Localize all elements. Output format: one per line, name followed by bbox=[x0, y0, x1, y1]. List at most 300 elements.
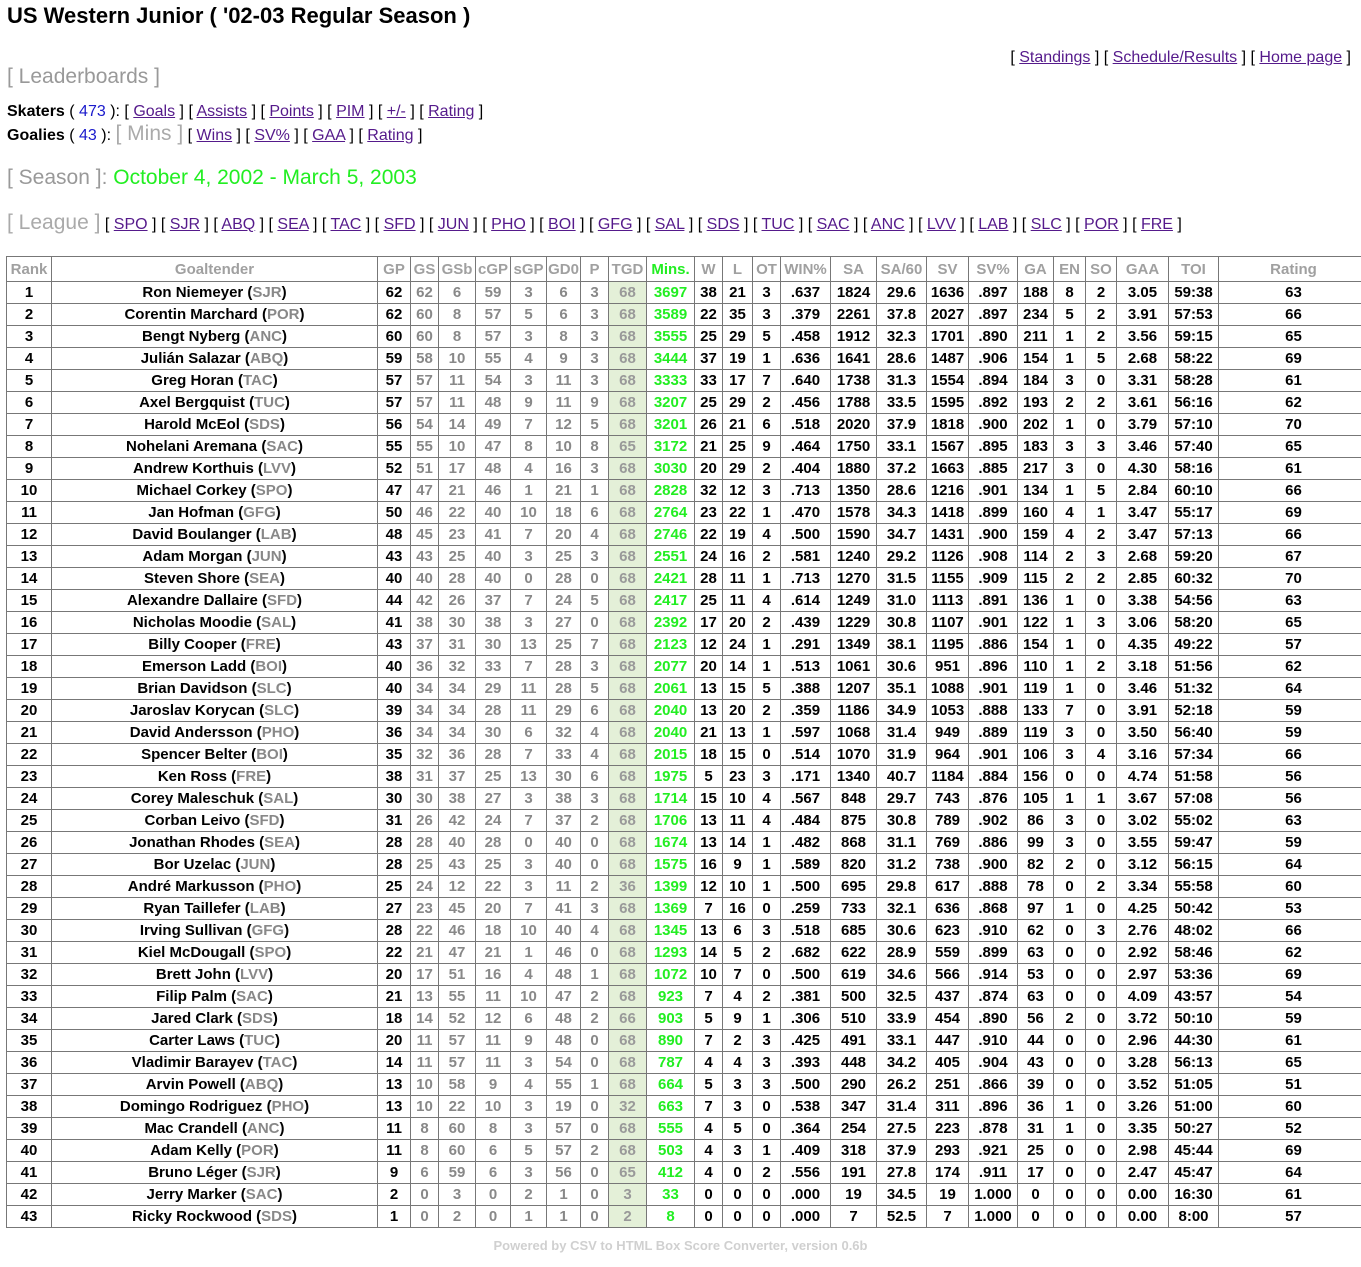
skaters-rating-link[interactable]: Rating bbox=[428, 103, 475, 120]
stat-cell: 28 bbox=[7, 876, 52, 898]
stat-cell: 65 bbox=[609, 436, 647, 458]
goaltender-team: LAB bbox=[260, 526, 292, 543]
stat-cell: 40 bbox=[547, 920, 581, 942]
stat-cell: .886 bbox=[969, 634, 1018, 656]
stat-cell: 22 bbox=[695, 524, 723, 546]
stat-cell: 14 bbox=[378, 1052, 411, 1074]
stat-cell: 7 bbox=[753, 370, 781, 392]
stat-cell: 1 bbox=[511, 480, 547, 502]
goaltender-cell: David Andersson (PHO) bbox=[52, 722, 378, 744]
goaltender-cell: Nohelani Aremana (SAC) bbox=[52, 436, 378, 458]
stat-cell: .910 bbox=[969, 920, 1018, 942]
skaters-goals-link[interactable]: Goals bbox=[133, 103, 176, 120]
goalies-wins-link[interactable]: Wins bbox=[196, 127, 233, 144]
stat-cell: 35 bbox=[723, 304, 753, 326]
stat-cell: 3 bbox=[609, 1184, 647, 1206]
stat-cell: 3 bbox=[511, 546, 547, 568]
stat-cell: 18 bbox=[695, 744, 723, 766]
goaltender-cell: Ron Niemeyer (SJR) bbox=[52, 282, 378, 304]
stat-cell: 2 bbox=[1054, 546, 1086, 568]
stat-cell: 60 bbox=[411, 304, 439, 326]
stat-cell: 60 bbox=[378, 326, 411, 348]
stat-cell: 22 bbox=[7, 744, 52, 766]
stat-cell: 29 bbox=[723, 326, 753, 348]
goaltender-name: Harold McEol bbox=[144, 416, 240, 433]
stat-cell: 56:15 bbox=[1169, 854, 1219, 876]
stat-cell: 68 bbox=[609, 326, 647, 348]
stat-cell: .514 bbox=[781, 744, 831, 766]
stat-cell: 33.1 bbox=[877, 1030, 927, 1052]
stat-cell: 16 bbox=[7, 612, 52, 634]
stat-cell: 11 bbox=[476, 986, 511, 1008]
stat-cell: 2027 bbox=[927, 304, 969, 326]
stat-cell: 412 bbox=[647, 1162, 695, 1184]
stat-cell: 3 bbox=[1054, 832, 1086, 854]
goaltender-team: LVV bbox=[262, 460, 292, 477]
goalies-svpct-link[interactable]: SV% bbox=[254, 127, 290, 144]
league-team-link-sal[interactable]: SAL bbox=[654, 216, 685, 233]
stat-cell: 28.9 bbox=[877, 942, 927, 964]
stat-cell: 30.8 bbox=[877, 612, 927, 634]
stat-cell: .885 bbox=[969, 458, 1018, 480]
stat-cell: 1738 bbox=[831, 370, 877, 392]
goaltender-cell: Andrew Korthuis (LVV) bbox=[52, 458, 378, 480]
stat-cell: 34 bbox=[411, 678, 439, 700]
stat-cell: 3.47 bbox=[1117, 524, 1169, 546]
goaltender-team: GFG bbox=[243, 504, 276, 521]
skaters-points-link[interactable]: Points bbox=[269, 103, 314, 120]
stat-cell: 9 bbox=[723, 854, 753, 876]
stat-cell: 7 bbox=[511, 898, 547, 920]
stat-cell: 559 bbox=[927, 942, 969, 964]
stat-cell: .909 bbox=[969, 568, 1018, 590]
league-label: [ League ] bbox=[7, 211, 101, 234]
stat-cell: 35 bbox=[7, 1030, 52, 1052]
stat-cell: 3 bbox=[511, 1096, 547, 1118]
stat-cell: 191 bbox=[831, 1162, 877, 1184]
league-team-link-por[interactable]: POR bbox=[1084, 216, 1119, 233]
stat-cell: 33.5 bbox=[877, 392, 927, 414]
stat-cell: 50:42 bbox=[1169, 898, 1219, 920]
league-team-link-anc[interactable]: ANC bbox=[870, 216, 905, 233]
goaltender-name: Adam Kelly bbox=[150, 1142, 232, 1159]
stat-cell: 211 bbox=[1018, 326, 1054, 348]
stat-cell: 2 bbox=[753, 546, 781, 568]
stat-cell: 3444 bbox=[647, 348, 695, 370]
league-team-link-sfd[interactable]: SFD bbox=[383, 216, 416, 233]
stat-cell: 0 bbox=[1054, 1206, 1086, 1228]
stat-cell: 68 bbox=[609, 964, 647, 986]
stat-cell: 1184 bbox=[927, 766, 969, 788]
league-team-link-sea[interactable]: SEA bbox=[277, 216, 309, 233]
league-team-link-lab[interactable]: LAB bbox=[978, 216, 1009, 233]
stat-cell: 311 bbox=[927, 1096, 969, 1118]
stat-cell: 30 bbox=[547, 766, 581, 788]
stat-cell: 30 bbox=[439, 612, 476, 634]
stat-cell: .886 bbox=[969, 832, 1018, 854]
stat-cell: 61 bbox=[1219, 458, 1361, 480]
stat-cell: 0 bbox=[581, 832, 609, 854]
league-team-link-spo[interactable]: SPO bbox=[113, 216, 148, 233]
stat-cell: 10 bbox=[7, 480, 52, 502]
stat-cell: 0 bbox=[1086, 1074, 1117, 1096]
stat-cell: 0 bbox=[1086, 1008, 1117, 1030]
stat-cell: 11 bbox=[723, 590, 753, 612]
stat-cell: .000 bbox=[781, 1206, 831, 1228]
skaters-pim-link[interactable]: PIM bbox=[336, 103, 365, 120]
league-team-link-fre[interactable]: FRE bbox=[1140, 216, 1173, 233]
stat-cell: 37.9 bbox=[877, 1140, 927, 1162]
stat-cell: .439 bbox=[781, 612, 831, 634]
stat-cell: 34.6 bbox=[877, 964, 927, 986]
stat-cell: 4 bbox=[581, 744, 609, 766]
goalies-gaa-link[interactable]: GAA bbox=[312, 127, 346, 144]
stat-cell: 2 bbox=[753, 942, 781, 964]
skaters-plus-minus-link[interactable]: +/- bbox=[386, 103, 406, 120]
goaltender-cell: Filip Palm (SAC) bbox=[52, 986, 378, 1008]
league-team-link-sjr[interactable]: SJR bbox=[169, 216, 201, 233]
stat-cell: 7 bbox=[695, 986, 723, 1008]
stat-cell: 32.3 bbox=[877, 326, 927, 348]
stat-cell: 32 bbox=[609, 1096, 647, 1118]
stat-cell: 7 bbox=[581, 634, 609, 656]
stat-cell: 40 bbox=[547, 854, 581, 876]
stat-cell: 1487 bbox=[927, 348, 969, 370]
stat-cell: 28 bbox=[476, 832, 511, 854]
stat-cell: 38 bbox=[695, 282, 723, 304]
stat-cell: 22 bbox=[411, 920, 439, 942]
stat-cell: 0 bbox=[1086, 458, 1117, 480]
stat-cell: 1 bbox=[1054, 590, 1086, 612]
table-row bbox=[7, 480, 1361, 502]
stat-cell: 13 bbox=[378, 1096, 411, 1118]
stat-cell: 1701 bbox=[927, 326, 969, 348]
league-team-link-sds[interactable]: SDS bbox=[706, 216, 740, 233]
table-row bbox=[7, 590, 1361, 612]
league-team-link-jun[interactable]: JUN bbox=[437, 216, 469, 233]
league-team-link-tac[interactable]: TAC bbox=[330, 216, 362, 233]
stat-cell: 3.72 bbox=[1117, 1008, 1169, 1030]
goaltender-team: SFD bbox=[267, 592, 298, 609]
stat-cell: 0 bbox=[753, 898, 781, 920]
stat-cell: 115 bbox=[1018, 568, 1054, 590]
stat-cell: 10 bbox=[695, 964, 723, 986]
stat-cell: .464 bbox=[781, 436, 831, 458]
stat-cell: 0 bbox=[1054, 942, 1086, 964]
stat-cell: 3.52 bbox=[1117, 1074, 1169, 1096]
goaltender-name: Adam Morgan bbox=[142, 548, 243, 565]
stat-cell: .888 bbox=[969, 700, 1018, 722]
league-team-link-abq[interactable]: ABQ bbox=[221, 216, 256, 233]
stat-cell: .259 bbox=[781, 898, 831, 920]
standings-link[interactable]: Standings bbox=[1019, 49, 1091, 66]
stat-cell: 1 bbox=[753, 876, 781, 898]
goaltender-cell: Spencer Belter (BOI) bbox=[52, 744, 378, 766]
stat-cell: 42 bbox=[439, 810, 476, 832]
goaltender-name: Irving Sullivan bbox=[139, 922, 243, 939]
stat-cell: 63 bbox=[1018, 986, 1054, 1008]
stat-cell: 4 bbox=[695, 1140, 723, 1162]
goalies-line: Goalies ( 43 ): [ Mins ] [ Wins ] [ SV% ] [ GAA ] [ Rating ] bbox=[7, 122, 423, 145]
goaltender-cell: Kiel McDougall (SPO) bbox=[52, 942, 378, 964]
goaltender-cell: Axel Bergquist (TUC) bbox=[52, 392, 378, 414]
stat-cell: 10 bbox=[476, 1096, 511, 1118]
stat-cell: 3.38 bbox=[1117, 590, 1169, 612]
stat-cell: 1663 bbox=[927, 458, 969, 480]
stat-cell: 49 bbox=[476, 414, 511, 436]
stat-cell: 68 bbox=[609, 744, 647, 766]
stat-cell: 86 bbox=[1018, 810, 1054, 832]
stat-cell: 5 bbox=[723, 942, 753, 964]
stat-cell: .637 bbox=[781, 282, 831, 304]
stat-cell: 8 bbox=[647, 1206, 695, 1228]
stat-cell: 3 bbox=[581, 348, 609, 370]
table-row bbox=[7, 502, 1361, 524]
stat-cell: 18 bbox=[547, 502, 581, 524]
stat-cell: 2 bbox=[581, 810, 609, 832]
stat-cell: 3697 bbox=[647, 282, 695, 304]
stat-cell: 30.8 bbox=[877, 810, 927, 832]
table-row bbox=[7, 656, 1361, 678]
stat-cell: 59 bbox=[378, 348, 411, 370]
stat-cell: 56 bbox=[547, 1162, 581, 1184]
stat-cell: 10 bbox=[439, 436, 476, 458]
stat-cell: 8 bbox=[476, 1118, 511, 1140]
stat-cell: 1554 bbox=[927, 370, 969, 392]
stat-cell: 3.28 bbox=[1117, 1052, 1169, 1074]
stat-cell: 62 bbox=[1219, 656, 1361, 678]
stat-cell: 4 bbox=[581, 920, 609, 942]
goaltender-name: Andrew Korthuis bbox=[132, 460, 254, 477]
stat-cell: 62 bbox=[1219, 942, 1361, 964]
table-row bbox=[7, 1008, 1361, 1030]
stat-cell: 30.6 bbox=[877, 656, 927, 678]
stat-cell: 733 bbox=[831, 898, 877, 920]
stat-cell: 37 bbox=[439, 766, 476, 788]
stat-cell: 22 bbox=[439, 1096, 476, 1118]
stat-cell: 1369 bbox=[647, 898, 695, 920]
goaltender-team: ANC bbox=[249, 328, 282, 345]
stat-cell: 4 bbox=[511, 1074, 547, 1096]
goalies-rating-link[interactable]: Rating bbox=[367, 127, 414, 144]
stat-cell: 7 bbox=[511, 744, 547, 766]
stat-cell: 1 bbox=[753, 502, 781, 524]
stat-cell: .889 bbox=[969, 722, 1018, 744]
stat-cell: 43 bbox=[439, 854, 476, 876]
stat-cell: 154 bbox=[1018, 348, 1054, 370]
stat-cell: 68 bbox=[609, 766, 647, 788]
stat-cell: 636 bbox=[927, 898, 969, 920]
goaltender-cell: Bengt Nyberg (ANC) bbox=[52, 326, 378, 348]
stat-cell: .458 bbox=[781, 326, 831, 348]
stat-cell: 3 bbox=[581, 788, 609, 810]
stat-cell: 3333 bbox=[647, 370, 695, 392]
stat-cell: .900 bbox=[969, 414, 1018, 436]
stat-cell: 875 bbox=[831, 810, 877, 832]
stat-cell: 0 bbox=[581, 1096, 609, 1118]
table-row bbox=[7, 282, 1361, 304]
stat-cell: .900 bbox=[969, 524, 1018, 546]
goaltender-team: SLC bbox=[264, 702, 295, 719]
league-team-link-pho[interactable]: PHO bbox=[491, 216, 526, 233]
stat-cell: 3 bbox=[1054, 722, 1086, 744]
stat-cell: 25 bbox=[476, 854, 511, 876]
stat-cell: 8 bbox=[1054, 282, 1086, 304]
stat-cell: 500 bbox=[831, 986, 877, 1008]
stat-cell: 48 bbox=[476, 458, 511, 480]
goaltender-cell: Michael Corkey (SPO) bbox=[52, 480, 378, 502]
stat-cell: 28 bbox=[378, 832, 411, 854]
stat-cell: 2.96 bbox=[1117, 1030, 1169, 1052]
stat-cell: 41 bbox=[547, 898, 581, 920]
stat-cell: 55:02 bbox=[1169, 810, 1219, 832]
stat-cell: 20 bbox=[378, 964, 411, 986]
stat-cell: 1349 bbox=[831, 634, 877, 656]
stat-cell: 3 bbox=[723, 1140, 753, 1162]
stat-cell: 3 bbox=[581, 656, 609, 678]
stat-cell: 11 bbox=[547, 392, 581, 414]
stat-cell: 1 bbox=[7, 282, 52, 304]
stat-cell: 11 bbox=[547, 370, 581, 392]
stat-cell: 3.79 bbox=[1117, 414, 1169, 436]
stat-cell: 19 bbox=[723, 524, 753, 546]
goaltender-team: POR bbox=[241, 1142, 274, 1159]
stat-cell: 1 bbox=[1086, 788, 1117, 810]
stat-cell: 17 bbox=[439, 458, 476, 480]
stat-cell: 2 bbox=[1054, 568, 1086, 590]
stat-cell: 3 bbox=[511, 788, 547, 810]
goaltender-cell: Ken Ross (FRE) bbox=[52, 766, 378, 788]
stat-cell: 41 bbox=[476, 524, 511, 546]
stat-cell: 29.2 bbox=[877, 546, 927, 568]
goaltender-cell: Jonathan Rhodes (SEA) bbox=[52, 832, 378, 854]
stat-cell: 293 bbox=[927, 1140, 969, 1162]
stat-cell: 134 bbox=[1018, 480, 1054, 502]
stat-cell: 6 bbox=[547, 282, 581, 304]
stat-cell: 68 bbox=[609, 524, 647, 546]
stat-cell: 13 bbox=[695, 810, 723, 832]
goaltender-name: David Boulanger bbox=[132, 526, 252, 543]
stat-cell: 21 bbox=[7, 722, 52, 744]
stat-cell: 1126 bbox=[927, 546, 969, 568]
stat-cell: 54 bbox=[411, 414, 439, 436]
league-team-link-lvv[interactable]: LVV bbox=[926, 216, 956, 233]
table-row bbox=[7, 832, 1361, 854]
stat-cell: .500 bbox=[781, 524, 831, 546]
stat-cell: 69 bbox=[1219, 1140, 1361, 1162]
league-team-link-tuc[interactable]: TUC bbox=[761, 216, 795, 233]
goaltender-cell: Bor Uzelac (JUN) bbox=[52, 854, 378, 876]
goaltender-name: Carter Laws bbox=[149, 1032, 235, 1049]
stat-cell: 58:22 bbox=[1169, 348, 1219, 370]
stat-cell: 2.68 bbox=[1117, 348, 1169, 370]
stat-cell: 18 bbox=[7, 656, 52, 678]
stat-cell: 60 bbox=[439, 1140, 476, 1162]
league-team-link-gfg[interactable]: GFG bbox=[597, 216, 633, 233]
goaltender-cell: Emerson Ladd (BOI) bbox=[52, 656, 378, 678]
stat-cell: 40 bbox=[411, 568, 439, 590]
stat-cell: .500 bbox=[781, 876, 831, 898]
stat-cell: 510 bbox=[831, 1008, 877, 1030]
stat-cell: 3.05 bbox=[1117, 282, 1169, 304]
stat-cell: .890 bbox=[969, 1008, 1018, 1030]
stat-cell: 2764 bbox=[647, 502, 695, 524]
stat-cell: 1270 bbox=[831, 568, 877, 590]
stat-cell: 0 bbox=[1086, 766, 1117, 788]
stat-cell: 11 bbox=[547, 876, 581, 898]
skaters-assists-link[interactable]: Assists bbox=[196, 103, 248, 120]
stat-cell: 68 bbox=[609, 1052, 647, 1074]
stat-cell: 68 bbox=[609, 788, 647, 810]
stat-cell: 1 bbox=[378, 1206, 411, 1228]
stat-cell: 3 bbox=[1086, 546, 1117, 568]
column-header: OT bbox=[753, 257, 781, 282]
stat-cell: 48 bbox=[378, 524, 411, 546]
stat-cell: 964 bbox=[927, 744, 969, 766]
stat-cell: 7 bbox=[927, 1206, 969, 1228]
schedule-results-link[interactable]: Schedule/Results bbox=[1112, 49, 1238, 66]
stat-cell: 40 bbox=[378, 678, 411, 700]
stat-cell: 3 bbox=[511, 854, 547, 876]
stat-cell: 2 bbox=[753, 700, 781, 722]
stat-cell: 448 bbox=[831, 1052, 877, 1074]
stat-cell: 2 bbox=[1086, 568, 1117, 590]
goaltender-team: LVV bbox=[240, 966, 269, 983]
stat-cell: 33.9 bbox=[877, 1008, 927, 1030]
goaltender-team: SAL bbox=[261, 614, 292, 631]
stat-cell: 0 bbox=[1054, 876, 1086, 898]
stat-cell: 28.6 bbox=[877, 480, 927, 502]
stat-cell: 10 bbox=[723, 788, 753, 810]
stat-cell: 68 bbox=[609, 612, 647, 634]
stat-cell: 26 bbox=[7, 832, 52, 854]
league-team-link-sac[interactable]: SAC bbox=[816, 216, 850, 233]
goaltender-name: Julián Salazar bbox=[140, 350, 241, 367]
stat-cell: 68 bbox=[609, 1030, 647, 1052]
stat-cell: 3.47 bbox=[1117, 502, 1169, 524]
stat-cell: 10 bbox=[511, 986, 547, 1008]
stat-cell: 54 bbox=[476, 370, 511, 392]
goaltender-cell: Harold McEol (SDS) bbox=[52, 414, 378, 436]
stat-cell: 0 bbox=[723, 1206, 753, 1228]
league-team-link-slc[interactable]: SLC bbox=[1030, 216, 1062, 233]
column-header: Mins. bbox=[647, 257, 695, 282]
table-row bbox=[7, 1096, 1361, 1118]
stat-cell: 405 bbox=[927, 1052, 969, 1074]
stat-cell: 2 bbox=[753, 392, 781, 414]
stat-cell: 52 bbox=[378, 458, 411, 480]
stat-cell: 15 bbox=[723, 678, 753, 700]
league-team-link-boi[interactable]: BOI bbox=[548, 216, 576, 233]
goaltender-team: ANC bbox=[247, 1120, 280, 1137]
home-page-link[interactable]: Home page bbox=[1259, 49, 1343, 66]
table-row bbox=[7, 392, 1361, 414]
stat-cell: 32 bbox=[439, 656, 476, 678]
stat-cell: 12 bbox=[695, 634, 723, 656]
stat-cell: 34.7 bbox=[877, 524, 927, 546]
season-label: [ Season ] bbox=[7, 166, 102, 189]
stat-cell: 1818 bbox=[927, 414, 969, 436]
stat-cell: .892 bbox=[969, 392, 1018, 414]
stat-cell: 119 bbox=[1018, 722, 1054, 744]
stat-cell: 0 bbox=[411, 1184, 439, 1206]
goaltender-cell: Bruno Léger (SJR) bbox=[52, 1162, 378, 1184]
stat-cell: 2 bbox=[1054, 854, 1086, 876]
goaltender-team: POR bbox=[267, 306, 300, 323]
stat-cell: 4 bbox=[723, 1052, 753, 1074]
stat-cell: 7 bbox=[1054, 700, 1086, 722]
stat-cell: 25 bbox=[695, 392, 723, 414]
